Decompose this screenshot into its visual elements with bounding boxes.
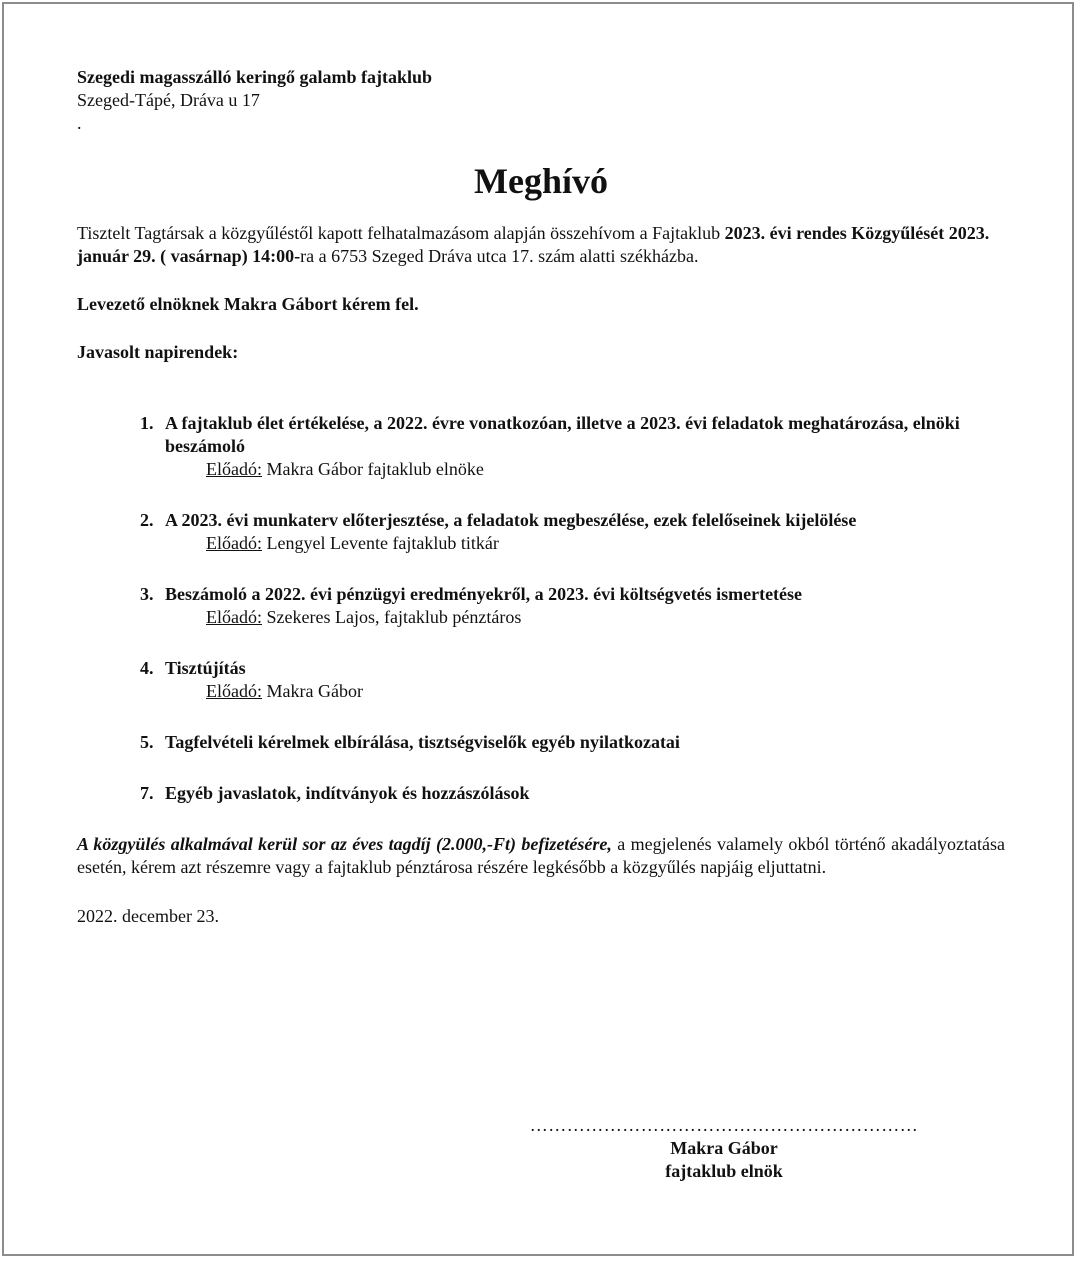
agenda-item: [140, 657, 1005, 703]
agenda-item-number: 7.: [140, 783, 154, 803]
agenda-list: [140, 412, 1005, 805]
agenda-item-number: 1.: [140, 413, 154, 433]
agenda-item-text: A 2023. évi munkaterv előterjesztése, a feladatok megbeszélése, ezek felelőseinek kijelölése: [165, 510, 857, 530]
agenda-item: [140, 583, 1005, 629]
agenda-item-text: Tagfelvételi kérelmek elbírálása, tisztségviselők egyéb nyilatkozatai: [165, 732, 680, 752]
agenda-item-text: A fajtaklub élet értékelése, a 2022. évre vonatkozóan, illetve a 2023. évi feladatok meghatározása, elnöki beszámoló: [165, 413, 960, 456]
agenda-item: [140, 731, 1005, 754]
document-title: Meghívó: [474, 161, 608, 201]
agenda-item: [140, 412, 1005, 481]
agenda-item-title: [140, 731, 1005, 754]
presenter-name: Szekeres Lajos, fajtaklub pénztáros: [266, 607, 522, 627]
fee-note-emphasis: A közgyülés alkalmával kerül sor az éves tagdíj (2.000,-Ft) befizetésére,: [77, 834, 612, 854]
organization-name: Szegedi magasszálló keringő galamb fajtaklub: [77, 67, 433, 87]
document-date: 2022. december 23.: [77, 906, 219, 926]
presenter-name: Makra Gábor fajtaklub elnöke: [266, 459, 484, 479]
intro-paragraph: [77, 222, 1005, 268]
signer-name: Makra Gábor: [670, 1138, 778, 1158]
presenter-name: Lengyel Levente fajtaklub titkár: [266, 533, 499, 553]
agenda-item-text: Beszámoló a 2022. évi pénzügyi eredményekről, a 2023. évi költségvetés ismertetése: [165, 584, 803, 604]
fee-note: [77, 833, 1005, 879]
presenter-label: Előadó:: [206, 607, 262, 627]
presenter-label: Előadó:: [206, 533, 262, 553]
agenda-item-number: 3.: [140, 584, 154, 604]
agenda-item-title: [140, 782, 1005, 805]
agenda-item-number: 5.: [140, 732, 154, 752]
document-body: [77, 66, 1005, 928]
fee-note-text: a megjelenés valamely okból történő akadályoztatása esetén, kérem azt részemre vagy a fajtaklub pénztárosa részére legkésőbb a közgyűlés napjáig eljuttatni.: [77, 834, 1006, 877]
agenda-item-number: 2.: [140, 510, 154, 530]
organization-address: Szeged-Tápé, Dráva u 17: [77, 90, 260, 110]
agenda-item-title: [140, 509, 1005, 532]
signature-block: [527, 1114, 921, 1183]
stray-dot: .: [77, 113, 82, 133]
signer-role: fajtaklub elnök: [665, 1161, 783, 1181]
agenda-item-presenter: [206, 458, 1005, 481]
agenda-item-presenter: [206, 680, 1005, 703]
presenter-label: Előadó:: [206, 681, 262, 701]
agenda-item: [140, 509, 1005, 555]
agenda-item-number: 4.: [140, 658, 154, 678]
agenda-item-title: [140, 657, 1005, 680]
agenda-item-title: [140, 583, 1005, 606]
agenda-item-text: Tisztújítás: [165, 658, 246, 678]
agenda-item: [140, 782, 1005, 805]
agenda-item-title: [140, 412, 1005, 458]
agenda-item-presenter: [206, 532, 1005, 555]
agenda-heading: Javasolt napirendek:: [77, 342, 239, 362]
intro-meeting-details: 2023. évi rendes Közgyűlését 2023. január 29. ( vasárnap) 14:00-: [77, 223, 990, 266]
presenter-label: Előadó:: [206, 459, 262, 479]
signature-line: ………………………………………………………: [529, 1115, 919, 1135]
chair-proposal: Levezető elnöknek Makra Gábort kérem fel.: [77, 294, 419, 314]
intro-text-start: Tisztelt Tagtársak a közgyűléstől kapott felhatalmazásom alapján összehívom a Fajtaklub: [77, 223, 725, 243]
intro-text-end: ra a 6753 Szeged Dráva utca 17. szám alatti székházba.: [300, 246, 699, 266]
presenter-name: Makra Gábor: [266, 681, 363, 701]
agenda-item-presenter: [206, 606, 1005, 629]
agenda-item-text: Egyéb javaslatok, indítványok és hozzászólások: [165, 783, 530, 803]
